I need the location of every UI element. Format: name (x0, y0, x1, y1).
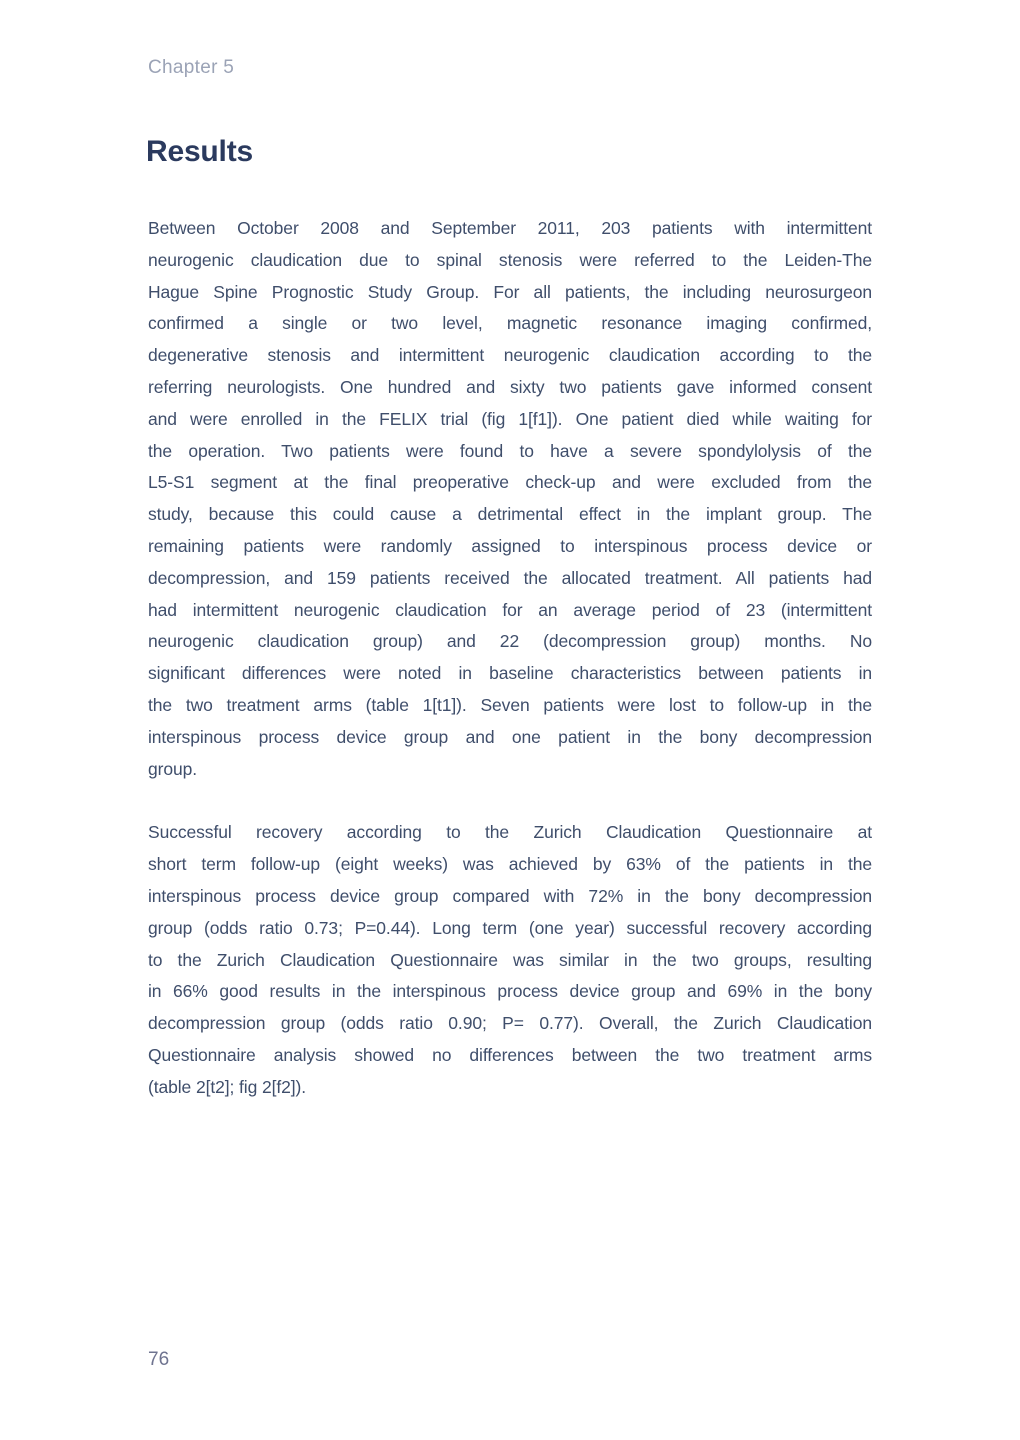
chapter-header: Chapter 5 (148, 57, 235, 78)
text-line: to the Zurich Claudication Questionnaire was similar in the two groups, resulting (148, 949, 872, 970)
text-line: group (odds ratio 0.73; P=0.44). Long term (one year) successful recovery according (148, 917, 872, 938)
text-line: Hague Spine Prognostic Study Group. For all patients, the including neurosurgeon (148, 281, 872, 302)
text-line: decompression group (odds ratio 0.90; P= 0.77). Overall, the Zurich Claudication (148, 1013, 872, 1034)
text-line: interspinous process device group compared with 72% in the bony decompression (148, 885, 872, 906)
text-line: referring neurologists. One hundred and sixty two patients gave informed consent (148, 376, 872, 397)
text-line: short term follow-up (eight weeks) was achieved by 63% of the patients in the (148, 854, 872, 875)
text-line: study, because this could cause a detrimental effect in the implant group. The (148, 504, 872, 525)
text-line: remaining patients were randomly assigned to interspinous process device or (148, 535, 872, 556)
text-line: in 66% good results in the interspinous process device group and 69% in the bony (148, 981, 872, 1002)
text-line: the operation. Two patients were found to have a severe spondylolysis of the (148, 440, 872, 461)
text-line: Successful recovery according to the Zurich Claudication Questionnaire at (148, 822, 872, 843)
text-line: Questionnaire analysis showed no differences between the two treatment arms (148, 1044, 872, 1065)
paragraph (148, 817, 872, 1103)
text-line: the two treatment arms (table 1[t1]). Seven patients were lost to follow-up in the (148, 694, 872, 715)
text-line: decompression, and 159 patients received the allocated treatment. All patients had (148, 567, 872, 588)
body-text (148, 213, 872, 1136)
text-line: neurogenic claudication due to spinal stenosis were referred to the Leiden-The (148, 249, 872, 270)
text-line: interspinous process device group and one patient in the bony decompression (148, 726, 872, 747)
text-line: had intermittent neurogenic claudication for an average period of 23 (intermittent (148, 599, 872, 620)
text-line: significant differences were noted in baseline characteristics between patients in (148, 663, 872, 684)
text-line: degenerative stenosis and intermittent neurogenic claudication according to the (148, 345, 872, 366)
text-line: and were enrolled in the FELIX trial (fig 1[f1]). One patient died while waiting for (148, 408, 872, 429)
paragraph (148, 213, 872, 785)
section-heading: Results (146, 135, 253, 168)
text-line: (table 2[t2]; fig 2[f2]). (148, 1076, 306, 1097)
text-line: neurogenic claudication group) and 22 (decompression group) months. No (148, 631, 872, 652)
text-line: Between October 2008 and September 2011, 203 patients with intermittent (148, 218, 872, 238)
page-number: 76 (148, 1349, 170, 1370)
text-line: confirmed a single or two level, magnetic resonance imaging confirmed, (148, 313, 872, 334)
text-line: group. (148, 758, 198, 779)
text-line: L5-S1 segment at the final preoperative check-up and were excluded from the (148, 472, 872, 493)
